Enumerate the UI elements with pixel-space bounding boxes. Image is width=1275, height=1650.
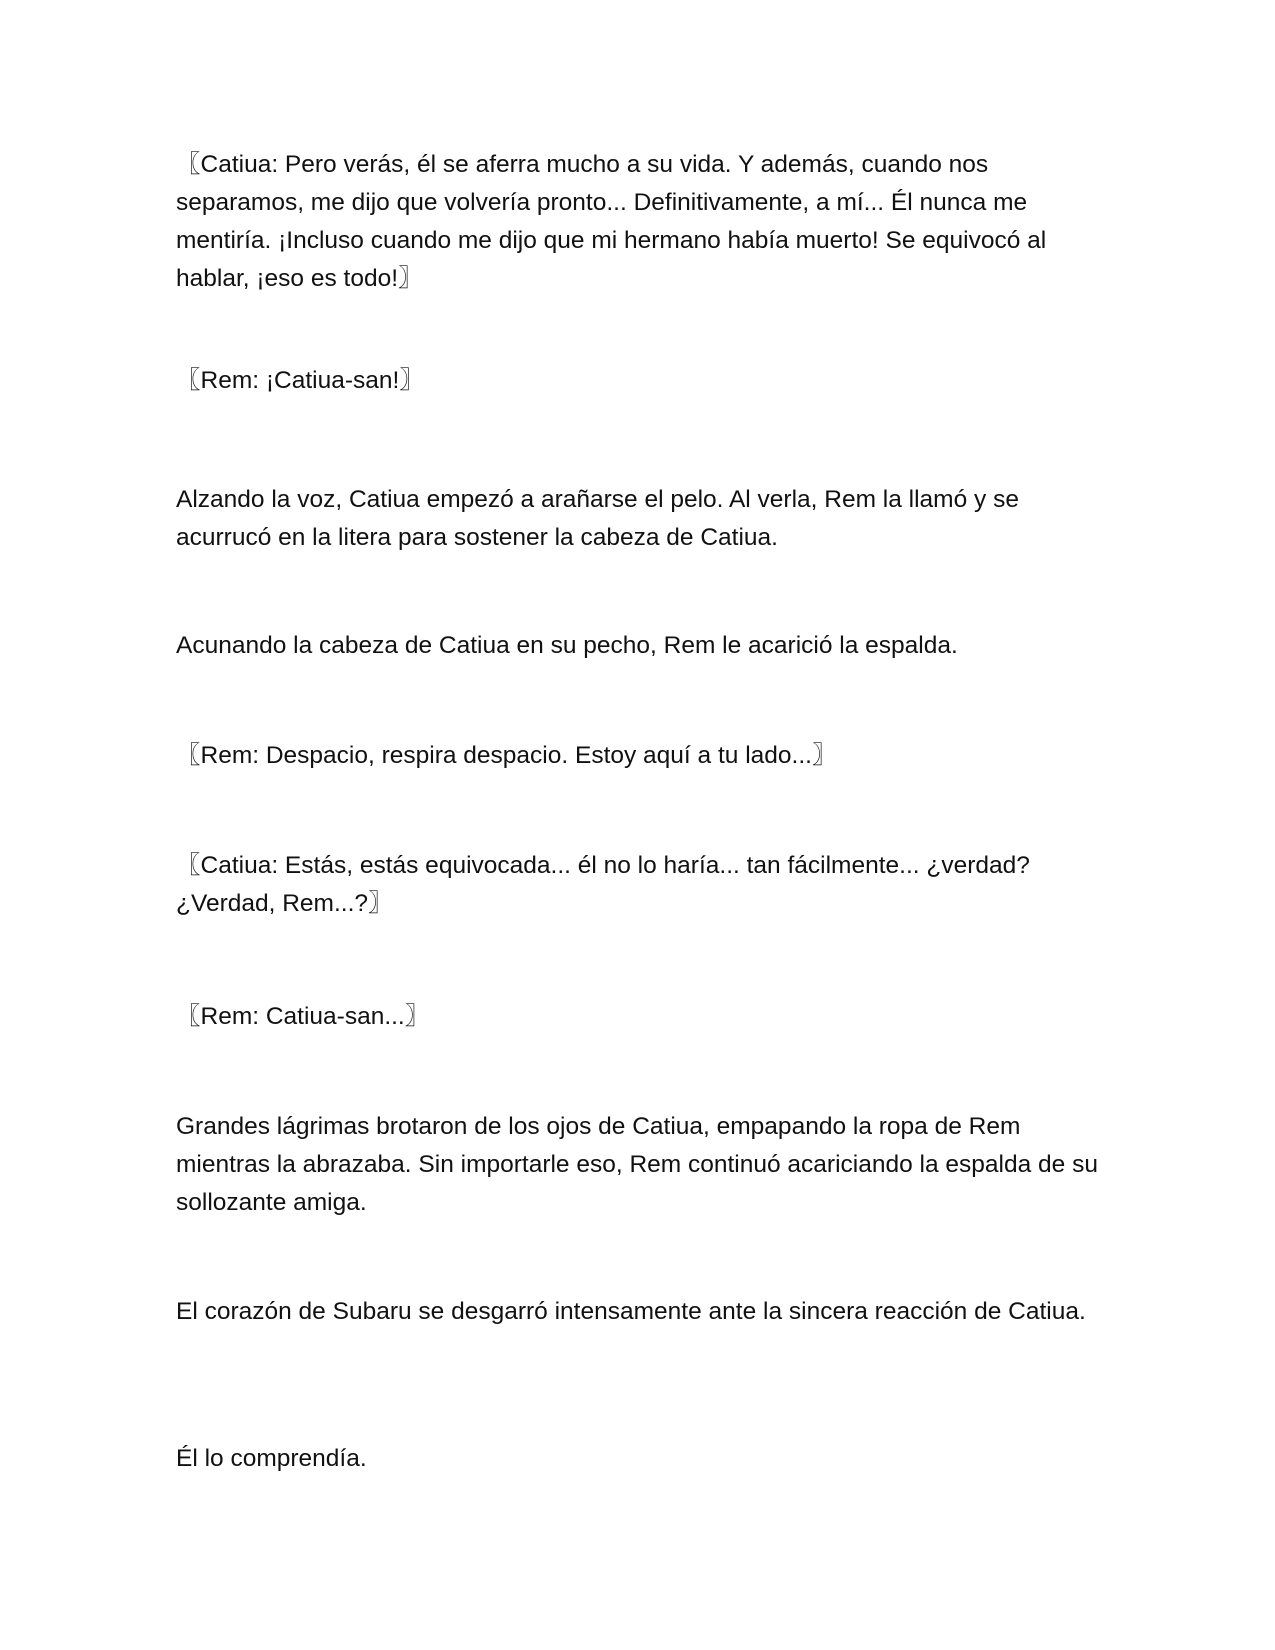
paragraph-rem-dialogue-2: 〖Rem: Despacio, respira despacio. Estoy aquí a tu lado...〗 [176,742,837,769]
paragraph-rem-dialogue-1: 〖Rem: ¡Catiua-san!〗 [176,367,424,394]
paragraph-narration-1: Alzando la voz, Catiua empezó a arañarse el pelo. Al verla, Rem la llamó y se acurrucó en la litera para sostener la cabeza de Catiua. [176,486,1019,551]
paragraph-narration-4: El corazón de Subaru se desgarró intensamente ante la sincera reacción de Catiua. [176,1298,1086,1325]
paragraph-narration-5: Él lo comprendía. [176,1445,367,1472]
paragraph-catiua-dialogue-1: 〖Catiua: Pero verás, él se aferra mucho a su vida. Y además, cuando nos separamos, me dijo que volvería pronto... Definitivamente, a mí... Él nunca me mentiría. ¡Incluso cuando me dijo que mi hermano había muerto! Se equivocó al hablar, ¡eso es todo!〗 [176,151,1047,292]
paragraph-narration-2: Acunando la cabeza de Catiua en su pecho, Rem le acarició la espalda. [176,632,958,659]
paragraph-rem-dialogue-3: 〖Rem: Catiua-san...〗 [176,1003,430,1030]
paragraph-narration-3: Grandes lágrimas brotaron de los ojos de Catiua, empapando la ropa de Rem mientras la abrazaba. Sin importarle eso, Rem continuó acariciando la espalda de su sollozante amiga. [176,1113,1098,1216]
paragraph-catiua-dialogue-2: 〖Catiua: Estás, estás equivocada... él no lo haría... tan fácilmente... ¿verdad? ¿Verdad, Rem...?〗 [176,852,1030,917]
